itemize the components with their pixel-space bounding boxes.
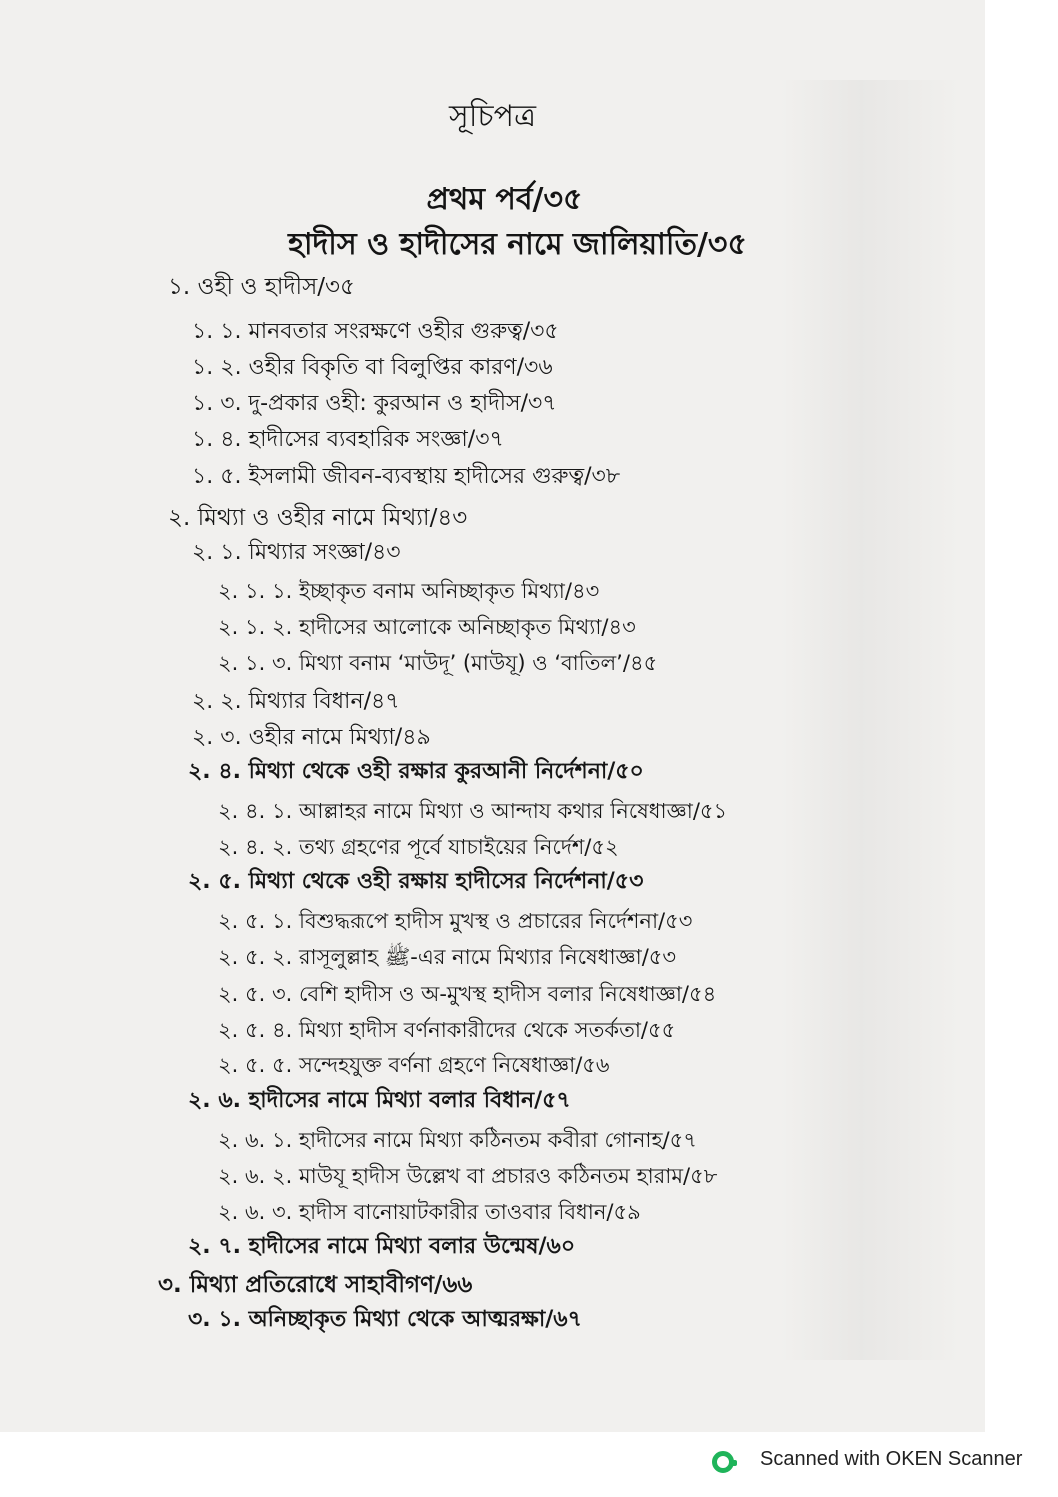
- toc-entry: ২. ২. মিথ্যার বিধান/৪৭: [192, 689, 400, 714]
- oken-logo-icon: [712, 1451, 734, 1473]
- toc-entry: ১. ৪. হাদীসের ব্যবহারিক সংজ্ঞা/৩৭: [192, 427, 504, 452]
- toc-entry: ২. ১. ৩. মিথ্যা বনাম ‘মাউদূ’ (মাউযূ) ও ‘বাতিল’/৪৫: [218, 651, 658, 675]
- toc-entry: ১. ১. মানবতার সংরক্ষণে ওহীর গুরুত্ব/৩৫: [192, 319, 559, 344]
- toc-entry: ১. ৫. ইসলামী জীবন-ব্যবস্থায় হাদীসের গুরুত্ব/৩৮: [192, 464, 621, 489]
- toc-entry: ২. ৫. ৪. মিথ্যা হাদীস বর্ণনাকারীদের থেকে সতর্কতা/৫৫: [218, 1018, 676, 1042]
- toc-entry: ২. ১. ২. হাদীসের আলোকে অনিচ্ছাকৃত মিথ্যা/৪৩: [218, 615, 636, 639]
- toc-entry: ১. ৩. দু-প্রকার ওহী: কুরআন ও হাদীস/৩৭: [192, 391, 557, 416]
- toc-entry: ২. ৩. ওহীর নামে মিথ্যা/৪৯: [192, 725, 431, 750]
- toc-entry: ২. ৫. ১. বিশুদ্ধরূপে হাদীস মুখস্থ ও প্রচারের নির্দেশনা/৫৩: [218, 909, 693, 933]
- toc-entry: ২. ১. ১. ইচ্ছাকৃত বনাম অনিচ্ছাকৃত মিথ্যা/৪৩: [218, 579, 600, 603]
- toc-entry: ১. ওহী ও হাদীস/৩৫: [168, 274, 355, 300]
- toc-entry: ৩. মিথ্যা প্রতিরোধে সাহাবীগণ/৬৬: [158, 1272, 473, 1298]
- toc-entry: ২. ৭. হাদীসের নামে মিথ্যা বলার উন্মেষ/৬০: [188, 1234, 576, 1259]
- toc-entry: ২. ৬. ১. হাদীসের নামে মিথ্যা কঠিনতম কবীরা গোনাহ/৫৭: [218, 1128, 697, 1152]
- toc-entry: ২. ৫. ৫. সন্দেহযুক্ত বর্ণনা গ্রহণে নিষেধাজ্ঞা/৫৬: [218, 1053, 610, 1077]
- toc-entry: ২. ৪. মিথ্যা থেকে ওহী রক্ষার কুরআনী নির্দেশনা/৫০: [188, 759, 644, 784]
- toc-title: সূচিপত্র: [449, 99, 536, 134]
- toc-entry: ২. ৫. ৩. বেশি হাদীস ও অ-মুখস্থ হাদীস বলার নিষেধাজ্ঞা/৫৪: [218, 982, 717, 1006]
- toc-entry: ৩. ১. অনিচ্ছাকৃত মিথ্যা থেকে আত্মরক্ষা/৬৭: [188, 1307, 582, 1332]
- scanner-watermark: Scanned with OKEN Scanner: [760, 1448, 1023, 1470]
- toc-entry: ১. ২. ওহীর বিকৃতি বা বিলুপ্তির কারণ/৩৬: [192, 355, 553, 380]
- toc-entry: ২. ৬. ৩. হাদীস বানোয়াটকারীর তাওবার বিধান/৫৯: [218, 1200, 641, 1224]
- toc-entry: ২. ৬. ২. মাউযূ হাদীস উল্লেখ বা প্রচারও কঠিনতম হারাম/৫৮: [218, 1164, 718, 1188]
- toc-entry: ২. ৪. ২. তথ্য গ্রহণের পূর্বে যাচাইয়ের নির্দেশ/৫২: [218, 835, 619, 859]
- toc-entry: ২. ৪. ১. আল্লাহর নামে মিথ্যা ও আন্দায কথার নিষেধাজ্ঞা/৫১: [218, 799, 728, 823]
- part-heading: প্রথম পর্ব/৩৫: [426, 182, 583, 217]
- part-subtitle: হাদীস ও হাদীসের নামে জালিয়াতি/৩৫: [288, 227, 747, 262]
- toc-entry: ২. ১. মিথ্যার সংজ্ঞা/৪৩: [192, 540, 401, 565]
- toc-entry: ২. ৫. মিথ্যা থেকে ওহী রক্ষায় হাদীসের নির্দেশনা/৫৩: [188, 869, 644, 894]
- toc-entry: ২. ৫. ২. রাসূলুল্লাহ ﷺ-এর নামে মিথ্যার নিষেধাজ্ঞা/৫৩: [218, 945, 677, 969]
- toc-entry: ২. ৬. হাদীসের নামে মিথ্যা বলার বিধান/৫৭: [188, 1088, 571, 1113]
- toc-entry: ২. মিথ্যা ও ওহীর নামে মিথ্যা/৪৩: [168, 505, 468, 531]
